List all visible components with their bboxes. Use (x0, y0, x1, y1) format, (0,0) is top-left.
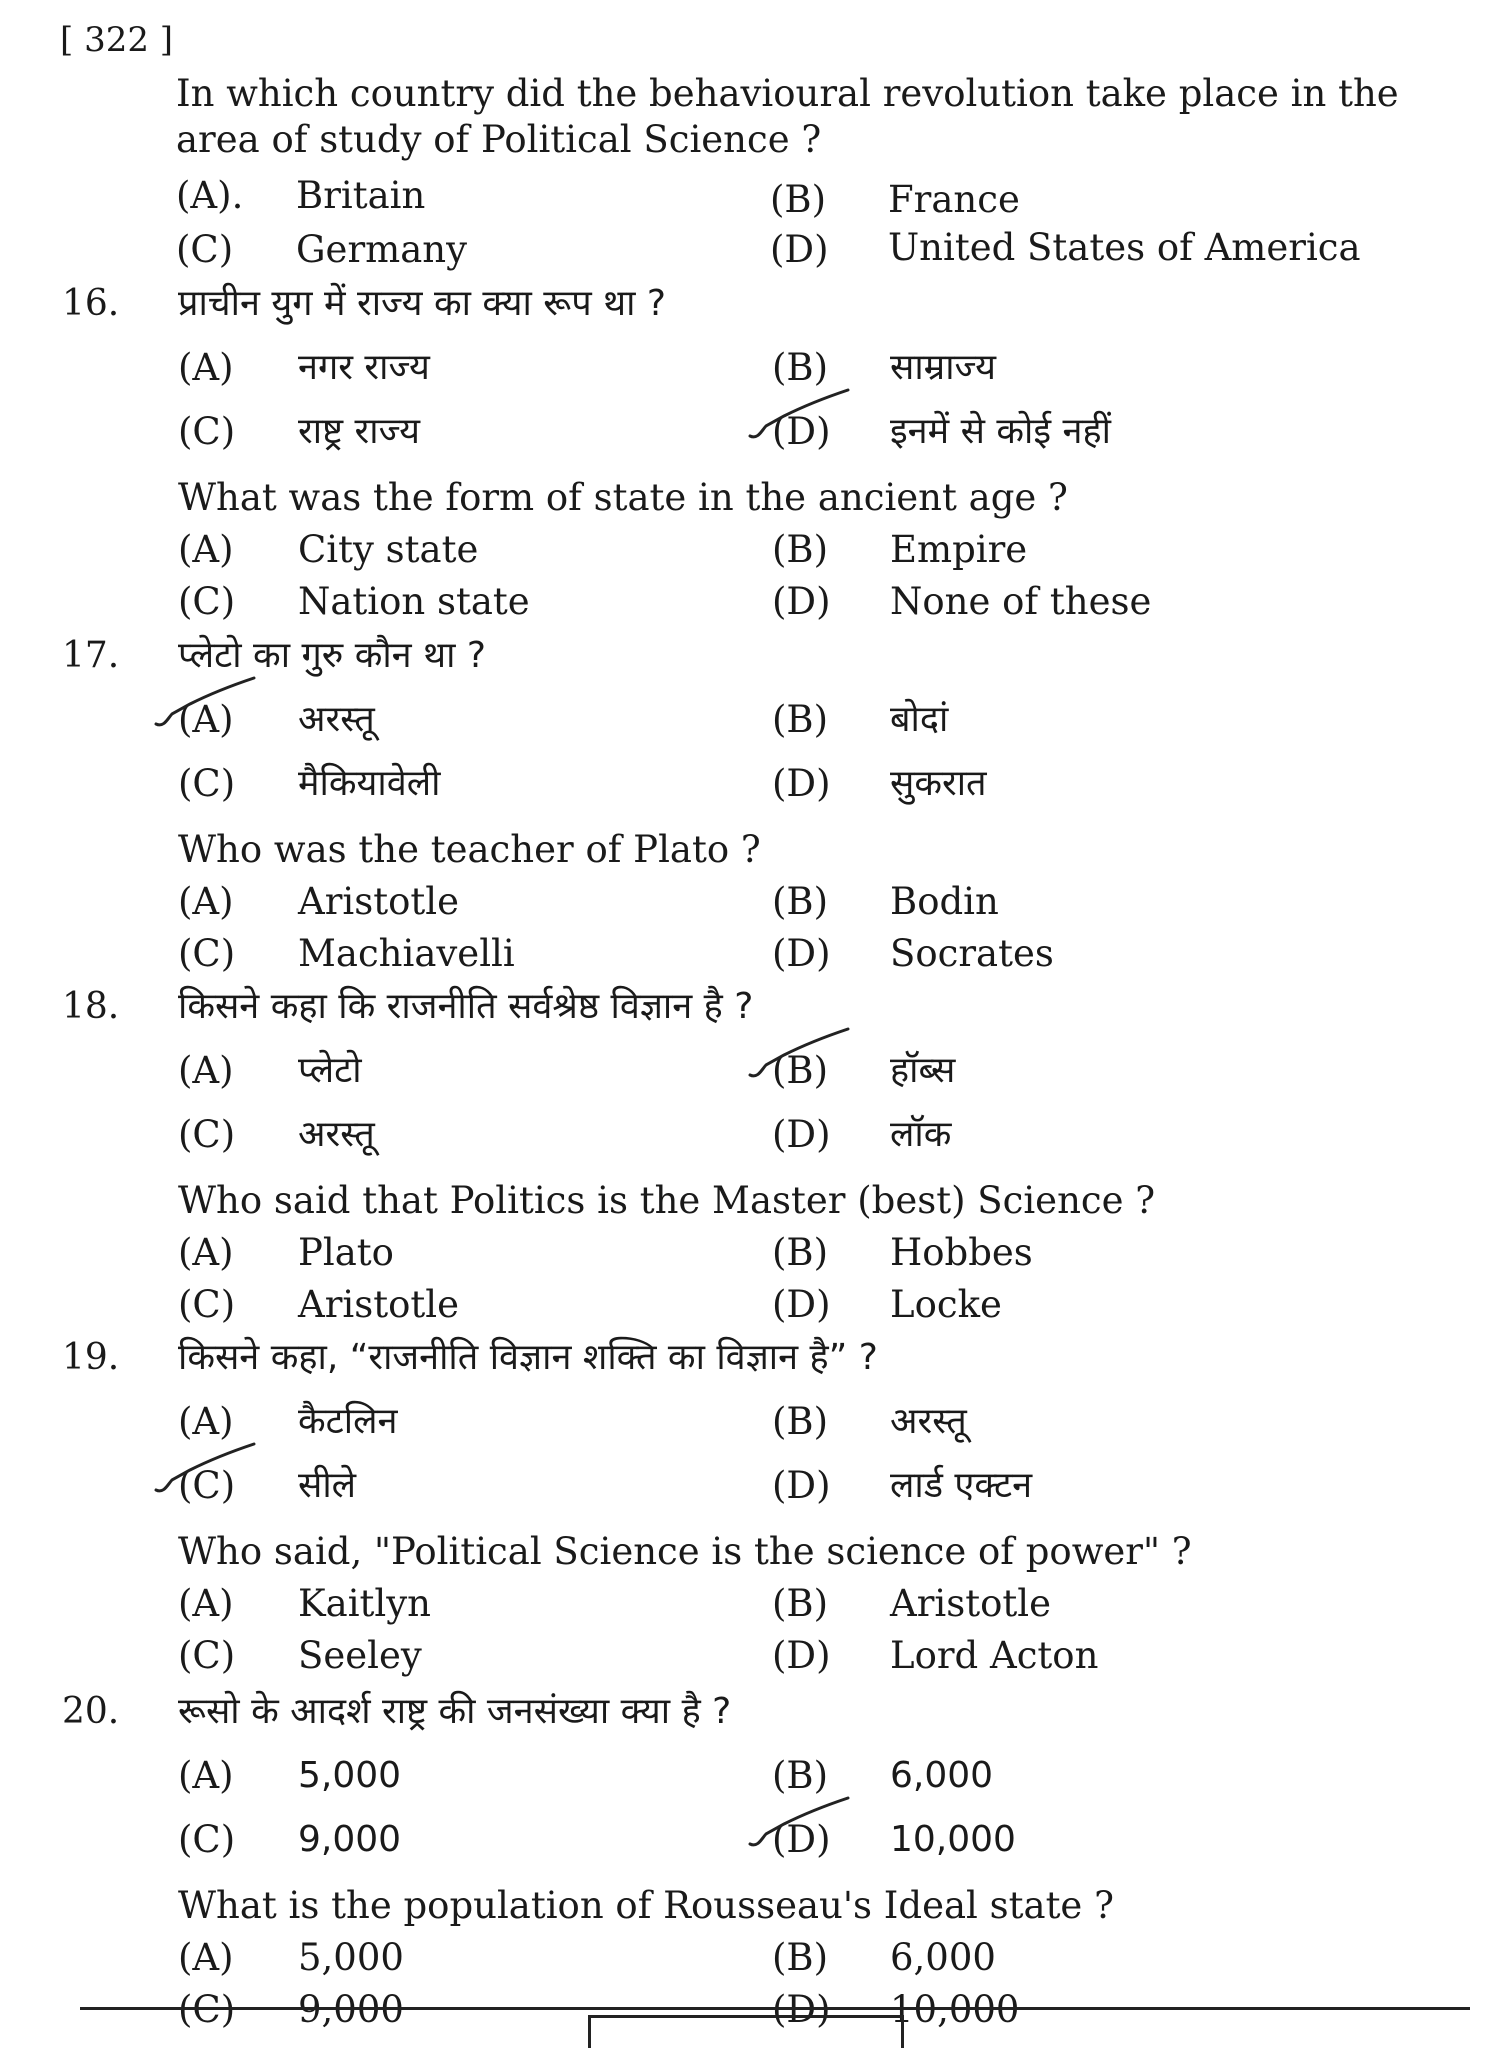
question-text-english: Who said that Politics is the Master (best) Science ? (178, 1179, 1156, 1222)
question-number: 20. (62, 1691, 120, 1732)
q15-question-line1: In which country did the behavioural revolution take place in the (176, 72, 1399, 115)
question-text-hindi: किसने कहा, “राजनीति विज्ञान शक्ति का विज्ञान है” ? (178, 1337, 878, 1378)
option-letter: (D) (772, 1988, 831, 2031)
english-option: 5,000 (298, 1936, 404, 1979)
english-option: Locke (890, 1283, 1002, 1326)
question-number: 16. (62, 283, 120, 324)
option-letter: (D) (772, 762, 831, 805)
option-letter: (A) (178, 528, 234, 571)
hindi-option: सुकरात (890, 763, 987, 804)
option-letter: (B) (772, 528, 829, 571)
hindi-option: लार्ड एक्टन (890, 1465, 1033, 1506)
hindi-option: सीले (298, 1465, 357, 1506)
english-option: Aristotle (890, 1582, 1051, 1625)
option-letter: (A) (178, 1754, 234, 1797)
option-letter: (C) (178, 1634, 236, 1677)
option-letter: (D) (772, 932, 831, 975)
hindi-option: इनमें से कोई नहीं (890, 411, 1111, 452)
english-option: None of these (890, 580, 1152, 623)
hindi-option: हॉब्स (890, 1050, 956, 1091)
option-letter: (B) (772, 698, 829, 741)
option-letter: (A) (178, 346, 234, 389)
option-letter: (B) (772, 880, 829, 923)
option-letter: (B) (772, 1582, 829, 1625)
question-text-hindi: प्लेटो का गुरु कौन था ? (178, 635, 486, 676)
hindi-option: अरस्तू (298, 1114, 375, 1155)
option-letter: (B) (772, 1231, 829, 1274)
q15-option-a: Britain (296, 174, 426, 217)
option-letter: (C) (178, 410, 236, 453)
footer-rule (80, 2007, 1470, 2010)
option-letter: (A) (178, 1582, 234, 1625)
hindi-option: अरस्तू (298, 699, 375, 740)
english-option: Socrates (890, 932, 1054, 975)
english-option: Aristotle (298, 880, 459, 923)
option-letter: (C) (178, 762, 236, 805)
q15-question-line2: area of study of Political Science ? (176, 118, 822, 161)
hindi-option: 5,000 (298, 1755, 402, 1796)
option-letter: (D) (772, 1464, 831, 1507)
question-number: 18. (62, 986, 120, 1027)
hindi-option: 6,000 (890, 1755, 994, 1796)
english-option: Hobbes (890, 1231, 1033, 1274)
page-number: [ 322 ] (60, 20, 174, 60)
q15-option-d: United States of America (888, 226, 1361, 269)
option-letter: (B) (772, 1400, 829, 1443)
question-text-english: What was the form of state in the ancient age ? (178, 476, 1068, 519)
hindi-option: मैकियावेली (298, 763, 441, 804)
question-text-english: What is the population of Rousseau's Ideal state ? (178, 1884, 1114, 1927)
english-option: Lord Acton (890, 1634, 1099, 1677)
option-letter: (C) (178, 580, 236, 623)
english-option: Plato (298, 1231, 394, 1274)
english-option: Aristotle (298, 1283, 459, 1326)
footer-code-box (588, 2015, 904, 2048)
q15-option-b: France (888, 178, 1020, 221)
option-letter: (C) (178, 1464, 236, 1507)
english-option: Nation state (298, 580, 530, 623)
english-option: City state (298, 528, 479, 571)
question-text-english: Who was the teacher of Plato ? (178, 828, 761, 871)
english-option: 6,000 (890, 1936, 996, 1979)
q15-option-letter-d: (D) (770, 228, 829, 271)
q15-option-letter-a: (A). (176, 174, 244, 217)
option-letter: (A) (178, 1049, 234, 1092)
option-letter: (D) (772, 1818, 831, 1861)
hindi-option: प्लेटो (298, 1050, 362, 1091)
option-letter: (B) (772, 346, 829, 389)
english-option: Bodin (890, 880, 999, 923)
option-letter: (A) (178, 1400, 234, 1443)
q15-option-c: Germany (296, 228, 468, 271)
option-letter: (B) (772, 1049, 829, 1092)
option-letter: (A) (178, 1936, 234, 1979)
english-option: 9,000 (298, 1988, 404, 2031)
option-letter: (C) (178, 932, 236, 975)
option-letter: (B) (772, 1936, 829, 1979)
question-text-english: Who said, "Political Science is the science of power" ? (178, 1530, 1192, 1573)
option-letter: (D) (772, 1634, 831, 1677)
hindi-option: 9,000 (298, 1819, 402, 1860)
hindi-option: बोदां (890, 699, 949, 740)
question-number: 17. (62, 635, 120, 676)
hindi-option: 10,000 (890, 1819, 1016, 1860)
option-letter: (D) (772, 580, 831, 623)
hindi-option: साम्राज्य (890, 347, 996, 388)
option-letter: (A) (178, 698, 234, 741)
hindi-option: नगर राज्य (298, 347, 430, 388)
option-letter: (D) (772, 410, 831, 453)
question-text-hindi: प्राचीन युग में राज्य का क्या रूप था ? (178, 283, 667, 324)
option-letter: (D) (772, 1283, 831, 1326)
q15-option-letter-c: (C) (176, 228, 234, 271)
english-option: Seeley (298, 1634, 422, 1677)
english-option: Empire (890, 528, 1028, 571)
option-letter: (C) (178, 1113, 236, 1156)
option-letter: (D) (772, 1113, 831, 1156)
hindi-option: अरस्तू (890, 1401, 967, 1442)
english-option: Kaitlyn (298, 1582, 431, 1625)
hindi-option: कैटलिन (298, 1401, 398, 1442)
question-text-hindi: रूसो के आदर्श राष्ट्र की जनसंख्या क्या है ? (178, 1691, 732, 1732)
english-option: 10,000 (890, 1988, 1020, 2031)
q15-option-letter-b: (B) (770, 178, 827, 221)
english-option: Machiavelli (298, 932, 515, 975)
option-letter: (C) (178, 1818, 236, 1861)
hindi-option: लॉक (890, 1114, 952, 1155)
question-number: 19. (62, 1337, 120, 1378)
option-letter: (A) (178, 880, 234, 923)
hindi-option: राष्ट्र राज्य (298, 411, 421, 452)
option-letter: (C) (178, 1283, 236, 1326)
option-letter: (C) (178, 1988, 236, 2031)
option-letter: (B) (772, 1754, 829, 1797)
question-text-hindi: किसने कहा कि राजनीति सर्वश्रेष्ठ विज्ञान है ? (178, 986, 754, 1027)
option-letter: (A) (178, 1231, 234, 1274)
